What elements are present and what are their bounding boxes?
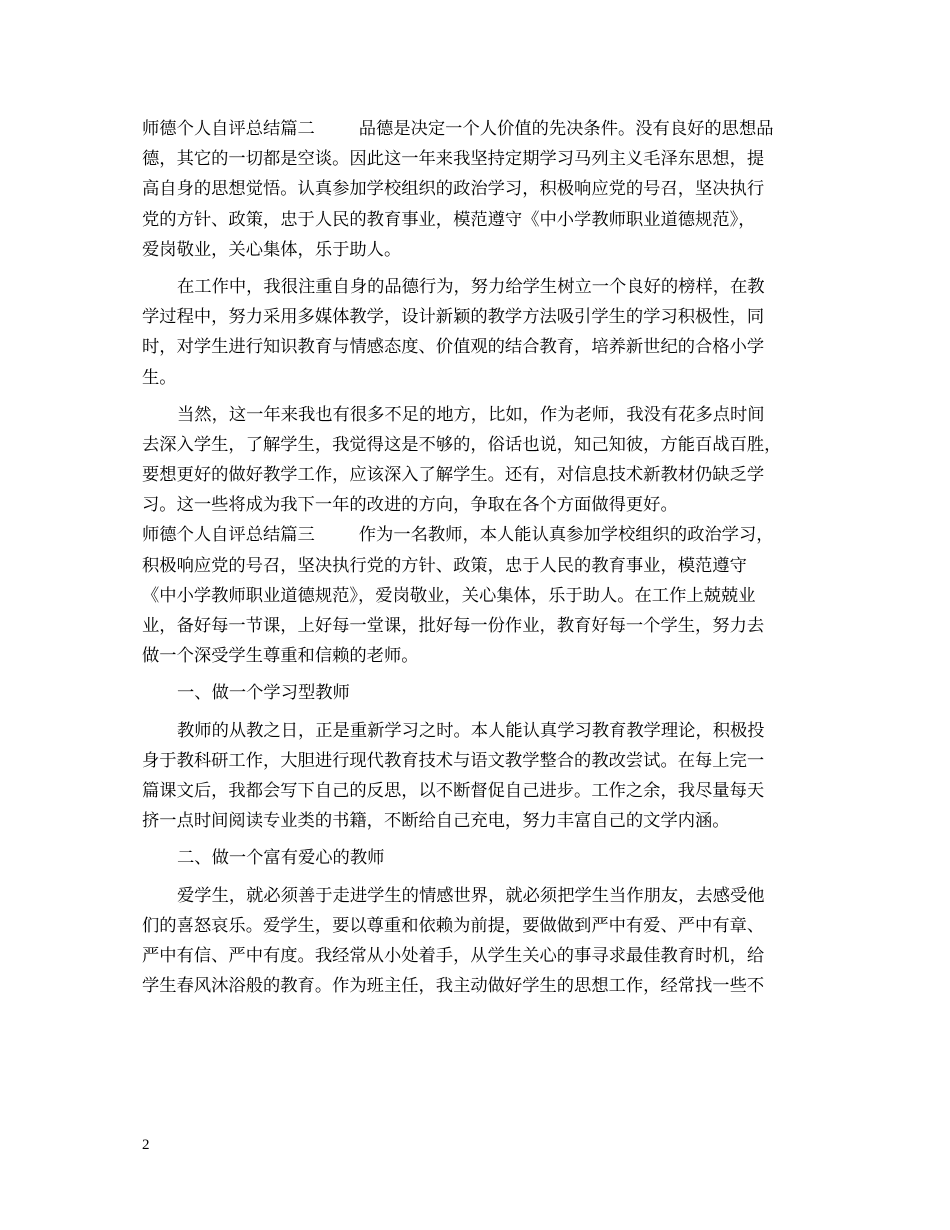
text-line: 党的方针、政策，忠于人民的教育事业，模范遵守《中小学教师职业道德规范》， <box>142 209 756 230</box>
section-three <box>142 520 830 671</box>
text-line: 教师的从教之日，正是重新学习之时。本人能认真学习教育教学理论，积极投 <box>177 720 765 741</box>
text-line: 积极响应党的号召，坚决执行党的方针、政策，忠于人民的教育事业，模范遵守 <box>142 555 747 576</box>
text-line: 德，其它的一切都是空谈。因此这一年来我坚持定期学习马列主义毛泽东思想，提 <box>142 149 765 170</box>
paragraph-learning <box>142 716 830 837</box>
text-line: 《中小学教师职业道德规范》，爱岗敬业，关心集体，乐于助人。在工作上兢兢业 <box>142 585 756 606</box>
text-line: 师德个人自评总结篇三 作为一名教师，本人能认真参加学校组织的政治学习， <box>142 525 774 546</box>
paragraph-love <box>142 881 830 1002</box>
text-line: 当然，这一年来我也有很多不足的地方，比如，作为老师，我没有花多点时间 <box>177 404 765 425</box>
text-line: 师德个人自评总结篇二 品德是决定一个人价值的先决条件。没有良好的思想品 <box>142 119 774 139</box>
text-line: 去深入学生，了解学生，我觉得这是不够的，俗话也说，知己知彼，方能百战百胜， <box>142 434 782 455</box>
text-line: 做一个深受学生尊重和信赖的老师。 <box>142 646 419 667</box>
text-line: 严中有信、严中有度。我经常从小处着手，从学生关心的事寻求最佳教育时机，给 <box>142 945 765 966</box>
page-number: 2 <box>142 1137 150 1153</box>
section-two <box>142 114 830 265</box>
text-line: 时，对学生进行知识教育与情感态度、价值观的结合教育，培养新世纪的合格小学 <box>142 337 765 358</box>
document-body <box>142 114 830 1001</box>
heading-loving-teacher <box>142 843 830 873</box>
text-line: 在工作中，我很注重自身的品德行为，努力给学生树立一个良好的榜样，在教 <box>177 276 765 297</box>
section-heading: 一、做一个学习型教师 <box>177 683 350 704</box>
text-line: 身于教科研工作，大胆进行现代教育技术与语文教学整合的教改尝试。在每上完一 <box>142 750 765 771</box>
text-line: 生。 <box>142 367 177 388</box>
paragraph-shortcomings <box>142 400 830 521</box>
text-line: 篇课文后，我都会写下自己的反思，以不断督促自己进步。工作之余，我尽量每天 <box>142 780 765 801</box>
paragraph-work <box>142 272 830 393</box>
text-line: 们的喜怒哀乐。爱学生，要以尊重和依赖为前提，要做做到严中有爱、严中有章、 <box>142 915 765 936</box>
text-line: 爱学生，就必须善于走进学生的情感世界，就必须把学生当作朋友，去感受他 <box>177 885 765 906</box>
text-line: 学过程中，努力采用多媒体教学，设计新颖的教学方法吸引学生的学习积极性，同 <box>142 307 765 328</box>
text-line: 要想更好的做好教学工作，应该深入了解学生。还有，对信息技术新教材仍缺乏学 <box>142 465 765 486</box>
text-line: 爱岗敬业，关心集体，乐于助人。 <box>142 239 402 260</box>
section-heading: 二、做一个富有爱心的教师 <box>177 848 385 869</box>
text-line: 学生春风沐浴般的教育。作为班主任，我主动做好学生的思想工作，经常找一些不 <box>142 976 765 997</box>
heading-learning-teacher <box>142 678 830 708</box>
text-line: 业，备好每一节课，上好每一堂课，批好每一份作业，教育好每一个学生，努力去 <box>142 616 765 636</box>
text-line: 挤一点时间阅读专业类的书籍，不断给自己充电，努力丰富自己的文学内涵。 <box>142 811 730 832</box>
text-line: 习。这一些将成为我下一年的改进的方向，争取在各个方面做得更好。 <box>142 495 678 516</box>
text-line: 高自身的思想觉悟。认真参加学校组织的政治学习，积极响应党的号召，坚决执行 <box>142 179 765 200</box>
